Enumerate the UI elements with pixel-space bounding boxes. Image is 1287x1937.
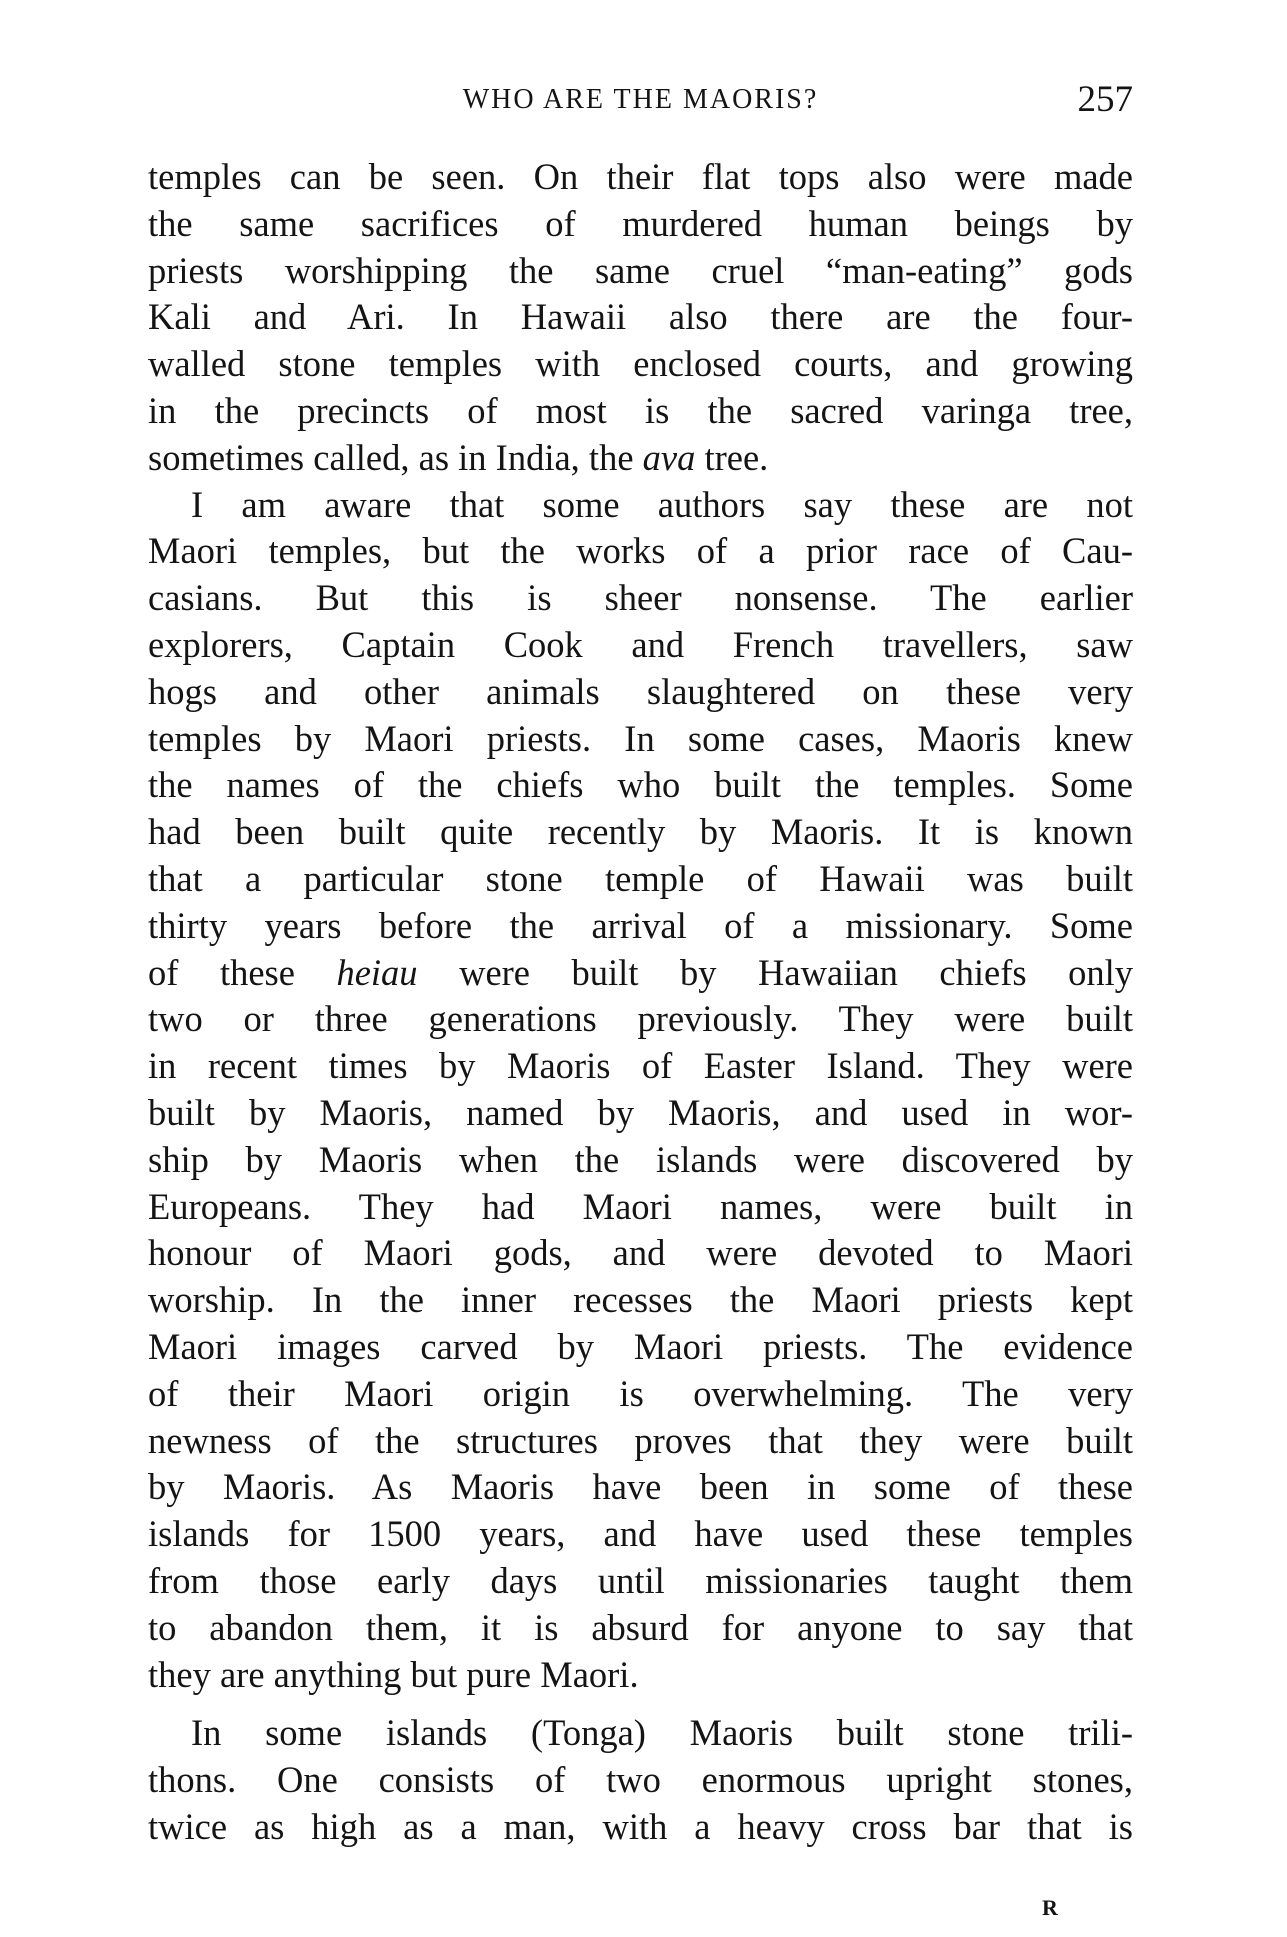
text-line: the same sacrifices of murdered human beings by [148, 202, 1133, 244]
text-line: Europeans. They had Maori names, were built in [148, 1185, 1133, 1227]
text-line: walled stone temples with enclosed courts, and growing [148, 343, 1133, 385]
text-line: that a particular stone temple of Hawaii was built [148, 857, 1133, 899]
text-line: explorers, Captain Cook and French travellers, saw [148, 623, 1133, 665]
text-line: I am aware that some authors say these are not [191, 483, 1133, 525]
text-line: Kali and Ari. In Hawaii also there are the four- [148, 296, 1133, 338]
italic-word: ava [642, 436, 696, 478]
text-line: newness of the structures proves that they were built [148, 1419, 1133, 1461]
text-line: in the precincts of most is the sacred varinga tree, [148, 389, 1133, 431]
text-line: In some islands (Tonga) Maoris built stone trili- [191, 1712, 1133, 1754]
text-line: Maori temples, but the works of a prior race of Cau- [148, 530, 1133, 572]
text-line: thirty years before the arrival of a missionary. Some [148, 904, 1133, 946]
paragraph-1 [148, 154, 1133, 482]
text-line: worship. In the inner recesses the Maori priests kept [148, 1279, 1133, 1321]
paragraph-3 [148, 1710, 1133, 1850]
paragraph-2 [148, 482, 1133, 1699]
text-run: tree. [695, 436, 769, 478]
text-line: had been built quite recently by Maoris. It is known [148, 811, 1133, 853]
text-line: ship by Maoris when the islands were discovered by [148, 1138, 1133, 1180]
body-text [148, 154, 1133, 1851]
text-line [148, 435, 1133, 482]
text-line: islands for 1500 years, and have used these temples [148, 1513, 1133, 1555]
text-run: sometimes called, as in India, the [148, 436, 634, 478]
text-run: of these [148, 951, 337, 993]
italic-word: heiau [336, 951, 418, 993]
text-line: to abandon them, it is absurd for anyone to say that [148, 1606, 1133, 1648]
text-line: by Maoris. As Maoris have been in some of these [148, 1466, 1133, 1508]
text-line: priests worshipping the same cruel “man-eating” gods [148, 249, 1133, 291]
text-line: of their Maori origin is overwhelming. The very [148, 1372, 1133, 1414]
text-line: temples can be seen. On their flat tops also were made [148, 156, 1133, 197]
text-line: temples by Maori priests. In some cases, Maoris knew [148, 717, 1133, 759]
text-line: Maori images carved by Maori priests. The evidence [148, 1325, 1133, 1367]
running-head [148, 78, 1133, 138]
text-line: hogs and other animals slaughtered on these very [148, 670, 1133, 712]
page-number: 257 [1077, 79, 1133, 120]
text-line: built by Maoris, named by Maoris, and used in wor- [148, 1091, 1133, 1133]
text-line: from those early days until missionaries taught them [148, 1559, 1133, 1601]
text-line: the names of the chiefs who built the temples. Some [148, 764, 1133, 806]
text-line: they are anything but pure Maori. [148, 1653, 639, 1695]
text-line: in recent times by Maoris of Easter Island. They were [148, 1045, 1133, 1087]
text-line: two or three generations previously. They were built [148, 998, 1133, 1040]
text-line: twice as high as a man, with a heavy cross bar that is [148, 1805, 1133, 1847]
text-run: were built by Hawaiian chiefs only [417, 951, 1133, 993]
signature-mark: R [1042, 1895, 1059, 1920]
text-line: thons. One consists of two enormous upright stones, [148, 1759, 1133, 1801]
running-title: WHO ARE THE MAORIS? [462, 84, 819, 115]
text-line: honour of Maori gods, and were devoted to Maori [148, 1232, 1133, 1274]
text-line: casians. But this is sheer nonsense. The earlier [148, 577, 1133, 619]
text-line [148, 950, 1133, 997]
